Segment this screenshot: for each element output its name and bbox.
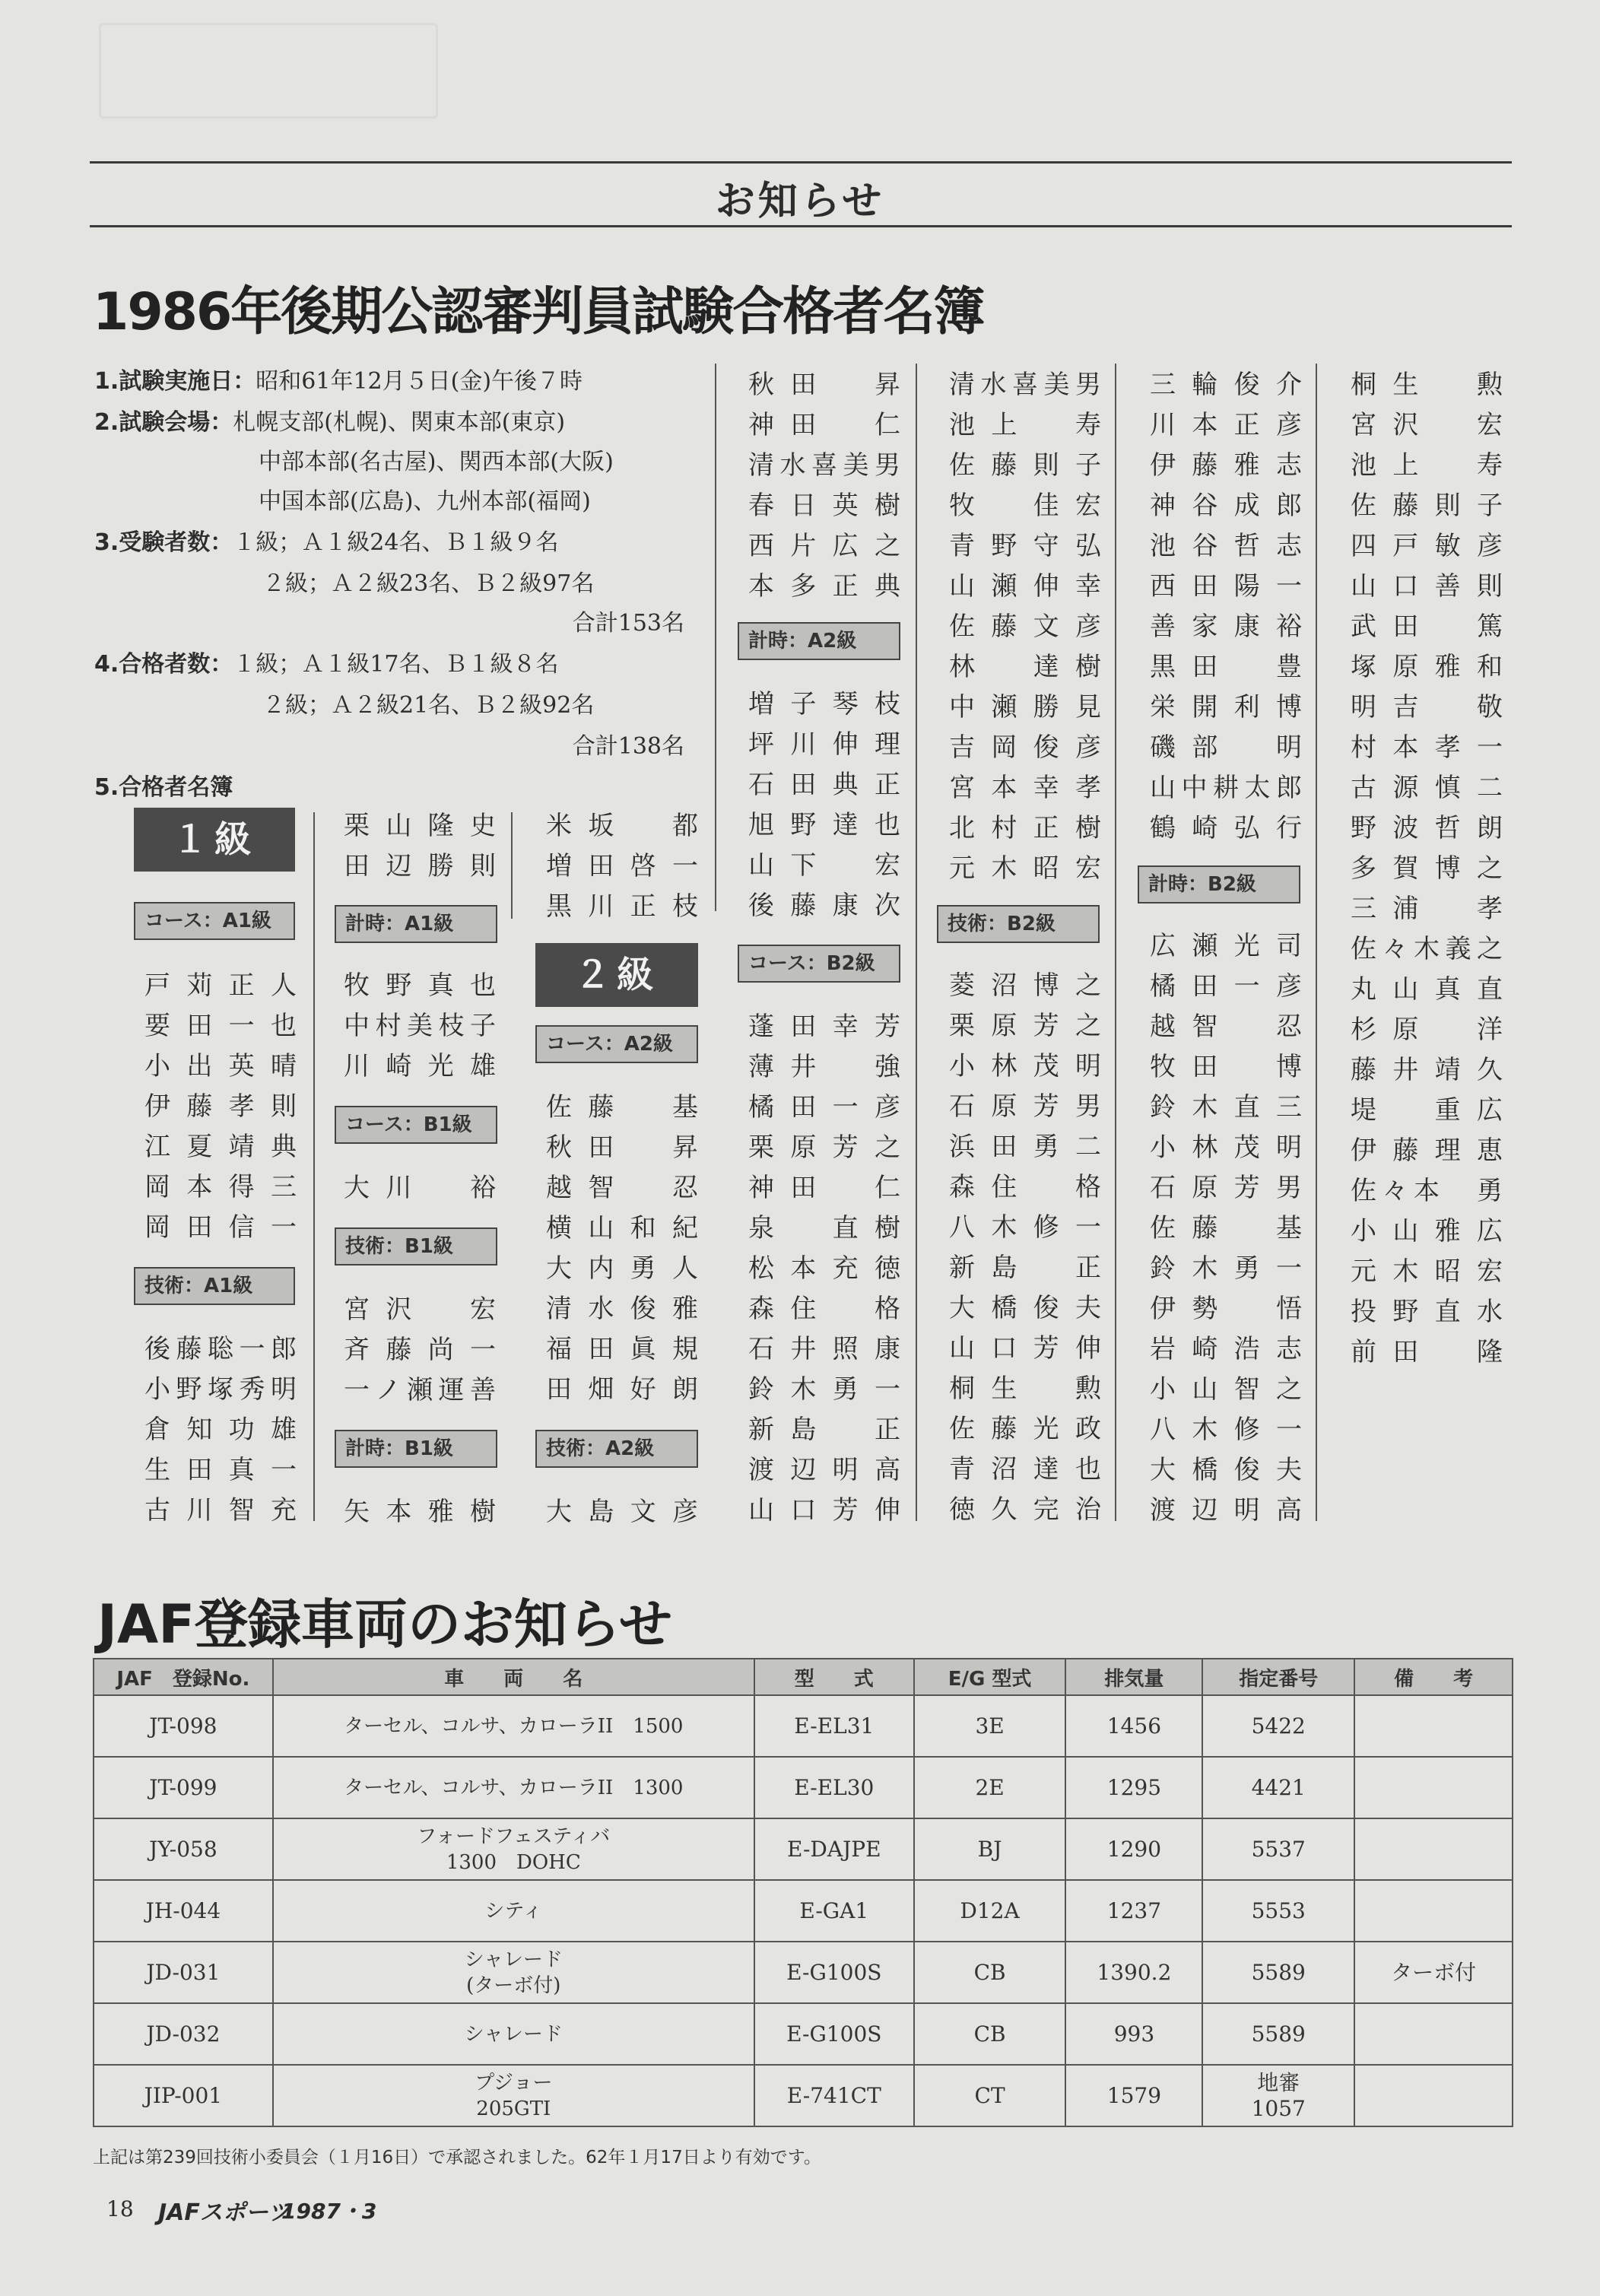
engine-type-cell-text: 3E — [975, 1713, 1005, 1739]
info-label: 4.合格者数： — [94, 651, 233, 678]
time-b1-label: 計時：B1級 — [335, 1430, 497, 1468]
info-label: 5.合格者名簿 — [94, 774, 233, 801]
engine-type-cell — [914, 1942, 1066, 2003]
model-cell-text: E-G100S — [786, 1959, 882, 1985]
list-item: 栗山隆史 — [344, 811, 496, 841]
designation-no-cell — [1202, 2065, 1354, 2126]
list-item: 神田 仁 — [748, 1173, 900, 1203]
displacement-cell — [1065, 1818, 1202, 1880]
list-item: 栗原芳之 — [748, 1132, 900, 1163]
vehicle-name-cell — [273, 1880, 754, 1942]
designation-no-cell-text: 5537 — [1251, 1836, 1306, 1862]
list-item: 三浦 孝 — [1351, 894, 1503, 924]
list-item: 山口芳伸 — [949, 1333, 1101, 1364]
list-item: 牧田 博 — [1150, 1052, 1302, 1082]
table-row — [94, 1818, 1513, 1880]
list-item: 丸山真直 — [1351, 974, 1503, 1005]
page-title: 1986年後期公認審判員試験合格者名簿 — [93, 282, 984, 342]
list-item: 渡辺明高 — [1150, 1495, 1302, 1526]
tech-a2-label: 技術：A2級 — [535, 1430, 698, 1468]
info-label: 2.試験会場： — [94, 409, 233, 436]
list-item: 石井照康 — [748, 1334, 900, 1364]
designation-no-cell-text: 5589 — [1251, 2021, 1306, 2047]
col-header-reg-no: JAF 登録No. — [94, 1659, 273, 1695]
model-cell — [754, 1695, 914, 1757]
list-item: 増田啓一 — [546, 851, 698, 881]
engine-type-cell — [914, 1818, 1066, 1880]
list-item: 一ノ瀬運善 — [344, 1375, 496, 1405]
info-text: 中部本部(名古屋)、関西本部(大阪) — [259, 449, 614, 475]
list-item: 栗原芳之 — [949, 1011, 1101, 1041]
list-item: 生田真一 — [144, 1455, 297, 1485]
displacement-cell — [1065, 2003, 1202, 2065]
list-item: 八木修一 — [1150, 1415, 1302, 1445]
list-item: 鈴木勇一 — [748, 1374, 900, 1405]
engine-type-cell — [914, 1757, 1066, 1818]
col-header-displacement: 排気量 — [1065, 1659, 1202, 1695]
reg-no-cell — [94, 1880, 273, 1942]
engine-type-cell — [914, 1880, 1066, 1942]
time-a2-label: 計時：A2級 — [738, 622, 900, 660]
model-cell-text: E-GA1 — [799, 1897, 869, 1923]
info-text: 昭和61年12月５日(金)午後７時 — [256, 368, 583, 395]
list-item: 大橋俊夫 — [949, 1293, 1101, 1323]
table-row — [94, 1695, 1513, 1757]
list-item: 佐藤 基 — [1150, 1213, 1302, 1243]
engine-type-cell — [914, 2003, 1066, 2065]
designation-no-cell — [1202, 2003, 1354, 2065]
list-item: 神谷成郎 — [1150, 491, 1302, 521]
table-row — [94, 2003, 1513, 2065]
list-item: 田畑好朗 — [546, 1374, 698, 1405]
designation-no-cell-text: 4421 — [1251, 1774, 1306, 1800]
tech-b2-label: 技術：B2級 — [937, 905, 1100, 943]
remarks-cell — [1354, 1880, 1513, 1942]
list-item: 要田一也 — [144, 1011, 297, 1041]
column-divider — [313, 812, 315, 1521]
list-item: 林 達樹 — [949, 652, 1101, 682]
displacement-cell-text: 993 — [1113, 2021, 1155, 2047]
list-item: 清水俊雅 — [546, 1294, 698, 1324]
table-footnote: 上記は第239回技術小委員会（１月16日）で承認されました。62年１月17日より有効です。 — [93, 2148, 821, 2167]
list-item: 伊藤孝則 — [144, 1091, 297, 1122]
list-item: 横山和紀 — [546, 1213, 698, 1243]
vehicle-name-cell — [273, 1942, 754, 2003]
list-item: 武田 篤 — [1351, 611, 1503, 642]
jaf-section-title: JAF登録車両のお知らせ — [97, 1593, 672, 1656]
list-item: 本多正典 — [748, 571, 900, 602]
list-item: 佐藤文彦 — [949, 611, 1101, 642]
list-item: 小出英晴 — [144, 1051, 297, 1081]
reg-no-cell-text: JT-098 — [149, 1713, 217, 1739]
list-item: 徳久完治 — [949, 1494, 1101, 1525]
model-cell — [754, 2065, 914, 2126]
info-text: １級；Ａ１級24名、Ｂ１級９名 — [233, 529, 559, 556]
engine-type-cell — [914, 1695, 1066, 1757]
list-item: 石原芳男 — [949, 1091, 1101, 1122]
list-item: 明吉 敬 — [1351, 692, 1503, 722]
remarks-cell — [1354, 1757, 1513, 1818]
vehicle-name-cell-text: ターセル、コルサ、カローラII 1300 — [344, 1776, 684, 1799]
list-item: 石田典正 — [748, 770, 900, 800]
list-item: 四戸敏彦 — [1351, 531, 1503, 561]
list-item: 青野守弘 — [949, 531, 1101, 561]
list-item: 古川智充 — [144, 1495, 297, 1526]
list-item: 鈴木直三 — [1150, 1092, 1302, 1123]
list-item: 宮沢 宏 — [344, 1294, 496, 1325]
model-cell — [754, 2003, 914, 2065]
list-item: 斉藤尚一 — [344, 1335, 496, 1365]
col-header-designation-no: 指定番号 — [1202, 1659, 1354, 1695]
tech-a1-label: 技術：A1級 — [134, 1267, 295, 1305]
list-item: 山下 宏 — [748, 850, 900, 881]
model-cell — [754, 1818, 914, 1880]
list-item: 藤井靖久 — [1351, 1055, 1503, 1085]
list-item: 山口芳伸 — [748, 1495, 900, 1526]
list-item: 森住 格 — [949, 1172, 1101, 1202]
list-item: 渡辺明高 — [748, 1455, 900, 1485]
info-label: 1.試験実施日： — [94, 368, 256, 395]
list-item: 清水喜美男 — [949, 370, 1101, 400]
list-item: 鈴木勇一 — [1150, 1253, 1302, 1284]
reg-no-cell — [94, 1695, 273, 1757]
list-item: 佐藤光政 — [949, 1414, 1101, 1444]
info-text: １級；Ａ１級17名、Ｂ１級８名 — [233, 651, 559, 678]
list-item: 宮沢 宏 — [1351, 410, 1503, 440]
list-item: 桐生 勲 — [1351, 370, 1503, 400]
time-b2-label: 計時：B2級 — [1138, 865, 1300, 903]
page-number: 18 — [106, 2196, 134, 2221]
list-item: 佐々本 勇 — [1351, 1176, 1503, 1206]
info-total: 合計153名 — [572, 610, 684, 637]
vehicle-name-cell — [273, 2003, 754, 2065]
list-item: 岡田信一 — [144, 1212, 297, 1243]
list-item: 福田眞規 — [546, 1334, 698, 1364]
list-item: 川本正彦 — [1150, 410, 1302, 440]
info-text: 札幌支部(札幌)、関東本部(東京) — [233, 409, 566, 436]
list-item: 山瀬伸幸 — [949, 571, 1101, 602]
vehicle-name-cell — [273, 1757, 754, 1818]
list-item: 牧野真也 — [344, 970, 496, 1001]
reg-no-cell-text: JT-099 — [149, 1774, 217, 1800]
displacement-cell-text: 1456 — [1106, 1713, 1162, 1739]
vehicle-name-cell-text: フォードフェスティバ — [417, 1824, 611, 1848]
displacement-cell-text: 1237 — [1106, 1897, 1162, 1923]
engine-type-cell-text: BJ — [977, 1836, 1002, 1862]
model-cell — [754, 1757, 914, 1818]
list-item: 坪川伸理 — [748, 729, 900, 760]
info-label: 3.受験者数： — [94, 529, 233, 556]
course-b2-label: コース：B2級 — [738, 945, 900, 983]
course-a1-label: コース：A1級 — [134, 902, 295, 940]
engine-type-cell-text: CB — [973, 1959, 1006, 1985]
list-item: 栄開利博 — [1150, 692, 1302, 722]
model-cell-text: E-EL31 — [794, 1713, 875, 1739]
displacement-cell-text: 1295 — [1106, 1774, 1162, 1800]
info-total: 合計138名 — [572, 733, 684, 760]
displacement-cell — [1065, 1695, 1202, 1757]
list-item: 磯部 明 — [1150, 732, 1302, 763]
list-item: 大内勇人 — [546, 1253, 698, 1284]
column-divider — [1316, 364, 1317, 1521]
col-header-vehicle-name: 車 両 名 — [273, 1659, 754, 1695]
reg-no-cell-text: JD-032 — [146, 2021, 221, 2047]
list-item: 清水喜美男 — [748, 450, 900, 481]
remarks-cell — [1354, 1695, 1513, 1757]
remarks-cell — [1354, 1818, 1513, 1880]
list-item: 善家康裕 — [1150, 611, 1302, 642]
engine-type-cell-text: D12A — [960, 1897, 1020, 1923]
reg-no-cell-text: JIP-001 — [144, 2082, 223, 2108]
list-item: 橘田一彦 — [748, 1092, 900, 1123]
table-row — [94, 1757, 1513, 1818]
column-divider — [715, 364, 716, 911]
displacement-cell-text: 1290 — [1106, 1836, 1162, 1862]
vehicle-name-cell — [273, 1695, 754, 1757]
list-item: 小林茂明 — [949, 1051, 1101, 1081]
col-header-engine-type: E/G 型式 — [914, 1659, 1066, 1695]
list-item: 黒田 豊 — [1150, 652, 1302, 682]
engine-type-cell-text: 2E — [975, 1774, 1005, 1800]
list-item: 北村正樹 — [949, 813, 1101, 843]
header-rule-top — [90, 161, 1512, 164]
list-item: 元木昭宏 — [1351, 1256, 1503, 1287]
vehicle-name-cell-text: (ターボ付) — [466, 1974, 561, 1997]
list-item: 秋田 昇 — [748, 370, 900, 400]
info-text: ２級；Ａ２級21名、Ｂ２級92名 — [262, 692, 595, 719]
vehicle-name-cell — [273, 1818, 754, 1880]
displacement-cell — [1065, 1942, 1202, 2003]
remarks-cell — [1354, 2065, 1513, 2126]
list-item: 薄井 強 — [748, 1052, 900, 1082]
list-item: 佐藤則子 — [1351, 491, 1503, 521]
vehicle-name-cell-text: シャレード — [464, 2022, 563, 2046]
list-item: 宮本幸孝 — [949, 773, 1101, 803]
list-item: 新島 正 — [949, 1253, 1101, 1283]
reg-no-cell-text: JD-031 — [146, 1959, 221, 1985]
course-a2-label: コース：A2級 — [535, 1025, 698, 1063]
list-item: 黒川正枝 — [546, 891, 698, 922]
list-item: 池上 寿 — [949, 410, 1101, 440]
magazine-name: JAFスポーツ — [158, 2199, 290, 2226]
section-title: お知らせ — [715, 179, 885, 224]
list-item: 大島文彦 — [546, 1497, 698, 1527]
list-item: 鶴崎弘行 — [1150, 813, 1302, 843]
grade-2-label: ２級 — [535, 943, 698, 1007]
list-item: 池上 寿 — [1351, 450, 1503, 481]
list-item: 前田 隆 — [1351, 1337, 1503, 1367]
remarks-cell-text: ターボ付 — [1391, 1959, 1477, 1985]
engine-type-cell-text: CB — [973, 2021, 1006, 2047]
list-item: 越智 忍 — [546, 1173, 698, 1203]
reg-no-cell — [94, 1818, 273, 1880]
list-item: 古源慎二 — [1351, 773, 1503, 803]
table-row — [94, 2065, 1513, 2126]
list-item: 牧 佳宏 — [949, 491, 1101, 521]
list-item: 神田 仁 — [748, 410, 900, 440]
list-item: 江夏靖典 — [144, 1132, 297, 1162]
tech-b1-label: 技術：B1級 — [335, 1227, 497, 1265]
list-item: 佐々木義之 — [1351, 934, 1503, 964]
list-item: 山口善則 — [1351, 571, 1503, 602]
list-item: 村本孝一 — [1351, 732, 1503, 763]
column-divider — [1115, 364, 1116, 1521]
table-header-row — [94, 1659, 1513, 1695]
list-item: 西片広之 — [748, 531, 900, 561]
faded-stamp — [99, 23, 438, 119]
list-item: 吉岡俊彦 — [949, 732, 1101, 763]
designation-no-cell — [1202, 1880, 1354, 1942]
designation-no-cell-text: 5589 — [1251, 1959, 1306, 1985]
list-item: 川崎光雄 — [344, 1051, 496, 1081]
displacement-cell — [1065, 1880, 1202, 1942]
designation-no-cell-text: 5553 — [1251, 1897, 1306, 1923]
model-cell — [754, 1880, 914, 1942]
list-item: 伊勢 悟 — [1150, 1294, 1302, 1324]
list-item: 桐生 勲 — [949, 1373, 1101, 1404]
vehicle-name-cell-text: 205GTI — [476, 2097, 551, 2120]
issue-date: 1987・3 — [281, 2199, 377, 2224]
list-item: 松本充徳 — [748, 1253, 900, 1284]
designation-no-cell — [1202, 1818, 1354, 1880]
list-item: 野波哲朗 — [1351, 813, 1503, 843]
vehicle-name-cell-text: プジョー — [475, 2071, 553, 2094]
header-rule-bottom — [90, 225, 1512, 227]
model-cell-text: E-741CT — [786, 2082, 881, 2108]
list-item: 矢本雅樹 — [344, 1497, 496, 1527]
list-item: 小野塚秀明 — [144, 1374, 297, 1405]
list-item: 田辺勝則 — [344, 851, 496, 881]
grade-1-label: １級 — [134, 808, 295, 872]
reg-no-cell — [94, 1942, 273, 2003]
list-item: 塚原雅和 — [1351, 652, 1503, 682]
vehicle-name-cell-text: 1300 DOHC — [446, 1850, 581, 1874]
list-item: 青沼達也 — [949, 1454, 1101, 1485]
designation-no-cell — [1202, 1942, 1354, 2003]
column-divider — [916, 364, 917, 1521]
list-item: 岡本得三 — [144, 1172, 297, 1202]
table-row — [94, 1880, 1513, 1942]
list-item: 大川 裕 — [344, 1173, 496, 1203]
displacement-cell-text: 1579 — [1106, 2082, 1162, 2108]
list-item: 大橋俊夫 — [1150, 1455, 1302, 1485]
list-item: 伊藤理恵 — [1351, 1135, 1503, 1166]
list-item: 石原芳男 — [1150, 1173, 1302, 1203]
col-header-remarks: 備 考 — [1354, 1659, 1513, 1695]
list-item: 越智 忍 — [1150, 1011, 1302, 1042]
designation-no-cell — [1202, 1757, 1354, 1818]
list-item: 多賀博之 — [1351, 853, 1503, 884]
remarks-cell — [1354, 1942, 1513, 2003]
list-item: 三輪俊介 — [1150, 370, 1302, 400]
list-item: 戸苅正人 — [144, 970, 297, 1001]
column-divider — [511, 812, 513, 919]
designation-no-cell-text: 1057 — [1251, 2095, 1306, 2121]
list-item: 小山雅広 — [1351, 1216, 1503, 1246]
list-item: 森住 格 — [748, 1294, 900, 1324]
reg-no-cell-text: JY-058 — [149, 1836, 217, 1862]
list-item: 小山智之 — [1150, 1374, 1302, 1405]
list-item: 倉知功雄 — [144, 1415, 297, 1445]
vehicle-name-cell — [273, 2065, 754, 2126]
model-cell — [754, 1942, 914, 2003]
info-text: 中国本部(広島)、九州本部(福岡) — [259, 488, 591, 515]
list-item: 堤 重広 — [1351, 1095, 1503, 1126]
reg-no-cell — [94, 1757, 273, 1818]
list-item: 岩崎浩志 — [1150, 1334, 1302, 1364]
designation-no-cell-text: 5422 — [1251, 1713, 1306, 1739]
list-item: 杉原 洋 — [1351, 1015, 1503, 1045]
engine-type-cell-text: CT — [974, 2082, 1005, 2108]
list-item: 秋田 昇 — [546, 1132, 698, 1163]
list-item: 新島 正 — [748, 1415, 900, 1445]
reg-no-cell — [94, 2065, 273, 2126]
list-item: 菱沼博之 — [949, 970, 1101, 1001]
reg-no-cell-text: JH-044 — [145, 1897, 221, 1923]
list-item: 橘田一彦 — [1150, 971, 1302, 1002]
list-item: 広瀬光司 — [1150, 931, 1302, 961]
list-item: 元木昭宏 — [949, 853, 1101, 884]
vehicle-name-cell-text: ターセル、コルサ、カローラII 1500 — [344, 1714, 684, 1738]
course-b1-label: コース：B1級 — [335, 1106, 497, 1144]
designation-no-cell — [1202, 1695, 1354, 1757]
list-item: 山中耕太郎 — [1150, 773, 1302, 803]
model-cell-text: E-EL30 — [794, 1774, 875, 1800]
list-item: 蓬田幸芳 — [748, 1011, 900, 1042]
list-item: 佐藤則子 — [949, 450, 1101, 481]
engine-type-cell — [914, 2065, 1066, 2126]
list-item: 春日英樹 — [748, 491, 900, 521]
displacement-cell — [1065, 1757, 1202, 1818]
list-item: 旭野達也 — [748, 810, 900, 840]
table-row — [94, 1942, 1513, 2003]
displacement-cell-text: 1390.2 — [1097, 1959, 1172, 1985]
list-item: 中村美枝子 — [344, 1011, 496, 1041]
list-item: 後藤聡一郎 — [144, 1334, 297, 1364]
list-item: 佐藤 基 — [546, 1092, 698, 1123]
displacement-cell — [1065, 2065, 1202, 2126]
list-item: 池谷哲志 — [1150, 531, 1302, 561]
list-item: 米坂 都 — [546, 811, 698, 841]
remarks-cell — [1354, 2003, 1513, 2065]
reg-no-cell — [94, 2003, 273, 2065]
info-text: ２級；Ａ２級23名、Ｂ２級97名 — [262, 570, 595, 597]
list-item: 中瀬勝見 — [949, 692, 1101, 722]
col-header-model: 型 式 — [754, 1659, 914, 1695]
list-item: 伊藤雅志 — [1150, 450, 1302, 481]
model-cell-text: E-G100S — [786, 2021, 882, 2047]
list-item: 後藤康次 — [748, 891, 900, 921]
time-a1-label: 計時：A1級 — [335, 905, 497, 943]
list-item: 浜田勇二 — [949, 1132, 1101, 1162]
list-item: 小林茂明 — [1150, 1132, 1302, 1163]
list-item: 投野直水 — [1351, 1297, 1503, 1327]
model-cell-text: E-DAJPE — [786, 1836, 881, 1862]
vehicle-name-cell-text: シャレード — [464, 1948, 563, 1971]
vehicle-table — [93, 1658, 1513, 2127]
list-item: 増子琴枝 — [748, 689, 900, 719]
vehicle-name-cell-text: シティ — [484, 1899, 543, 1923]
designation-no-cell-text: 地審 — [1257, 2069, 1300, 2095]
list-item: 西田陽一 — [1150, 571, 1302, 602]
list-item: 泉 直樹 — [748, 1213, 900, 1243]
list-item: 八木修一 — [949, 1212, 1101, 1243]
